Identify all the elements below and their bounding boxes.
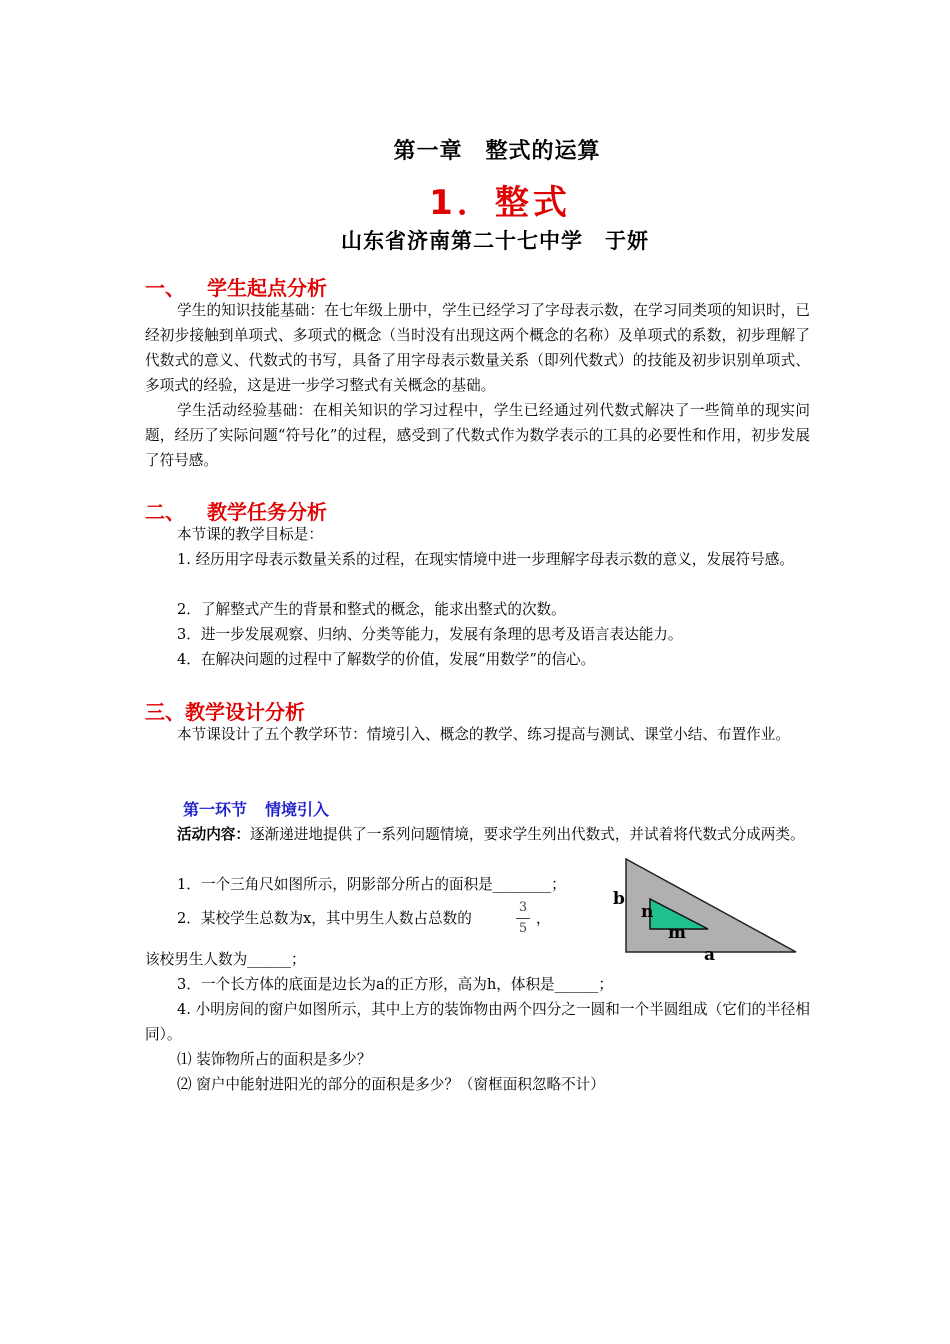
activity-text: 逐渐递进地提供了一系列问题情境，要求学生列出代数式，并试着将代数式分成两类。 (249, 826, 805, 843)
goal-item: 1. 经历用字母表示数量关系的过程，在现实情境中进一步理解字母表示数的意义，发展符号感。 (177, 551, 794, 568)
fraction-denominator: 5 (518, 921, 528, 936)
goal-item: 3．进一步发展观察、归纳、分类等能力，发展有条理的思考及语言表达能力。 (177, 626, 683, 643)
question-2 (177, 906, 472, 931)
fraction-bar (516, 918, 530, 919)
fraction-three-fifths (516, 900, 530, 937)
triangle-ruler-figure (610, 855, 810, 969)
question-4-part-2: ⑵ 窗户中能射进阳光的部分的面积是多少？（窗框面积忽略不计） (177, 1076, 605, 1093)
question-2-continued: 该校男生人数为______； (145, 951, 306, 968)
section-1-paragraph-1: 学生的知识技能基础：在七年级上册中，学生已经学习了字母表示数，在学习同类项的知识时，已经初步接触到单项式、多项式的概念（当时没有出现这两个概念的名称）及单项式的系数，初步理解了代数式的意义、代数式的书写，具备了用字母表示数量关系（即列代数式）的技能及初步识别单项式、多项式的经验，这是进一步学习整式有关概念的基础。 (145, 302, 810, 394)
label-m: m (668, 923, 686, 943)
label-n: n (641, 902, 654, 922)
question-2-comma: ， (536, 910, 551, 927)
section-1-number: 一、 (145, 276, 185, 300)
section-2-title: 教学任务分析 (207, 500, 327, 524)
lesson-title: 1．整式 (429, 183, 571, 223)
stage-1-name: 第一环节 (183, 800, 248, 819)
question-2-text: 2．某校学生总数为x，其中男生人数占总数的 (177, 910, 472, 927)
label-a: a (704, 945, 716, 965)
activity-paragraph (145, 822, 810, 847)
goal-item: 2．了解整式产生的背景和整式的概念，能求出整式的次数。 (177, 601, 566, 618)
question-3: 3．一个长方体的底面是边长为a的正方形，高为h，体积是______； (177, 976, 614, 993)
author-line: 山东省济南第二十七中学 于妍 (341, 229, 649, 253)
question-4: 4. 小明房间的窗户如图所示，其中上方的装饰物由两个四分之一圆和一个半圆组成（它们的半径相同）。 (145, 1001, 810, 1043)
fraction-numerator: 3 (518, 900, 528, 915)
question-4-part-1: ⑴ 装饰物所占的面积是多少？ (177, 1051, 372, 1068)
activity-label: 活动内容： (177, 826, 250, 843)
section-2-number: 二、 (145, 500, 185, 524)
section-3-heading: 三、教学设计分析 (145, 700, 305, 724)
stage-1-heading (183, 797, 329, 820)
section-1-paragraph-2: 学生活动经验基础：在相关知识的学习过程中，学生已经通过列代数式解决了一些简单的现实问题，经历了实际问题“符号化”的过程，感受到了代数式作为数学表示的工具的必要性和作用，初步发展了符号感。 (145, 402, 810, 469)
label-b: b (613, 889, 625, 909)
section-2-intro: 本节课的教学目标是： (177, 526, 323, 543)
section-1-title: 学生起点分析 (207, 276, 327, 300)
section-2-heading (145, 496, 327, 525)
question-1: 1．一个三角尺如图所示，阴影部分所占的面积是________； (177, 876, 566, 893)
goal-item: 4．在解决问题的过程中了解数学的价值，发展“用数学”的信心。 (177, 651, 596, 668)
section-3-intro: 本节课设计了五个教学环节：情境引入、概念的教学、练习提高与测试、课堂小结、布置作业。 (177, 726, 790, 743)
stage-1-title: 情境引入 (265, 800, 330, 819)
chapter-title: 第一章 整式的运算 (393, 139, 601, 164)
section-1-heading (145, 272, 327, 301)
